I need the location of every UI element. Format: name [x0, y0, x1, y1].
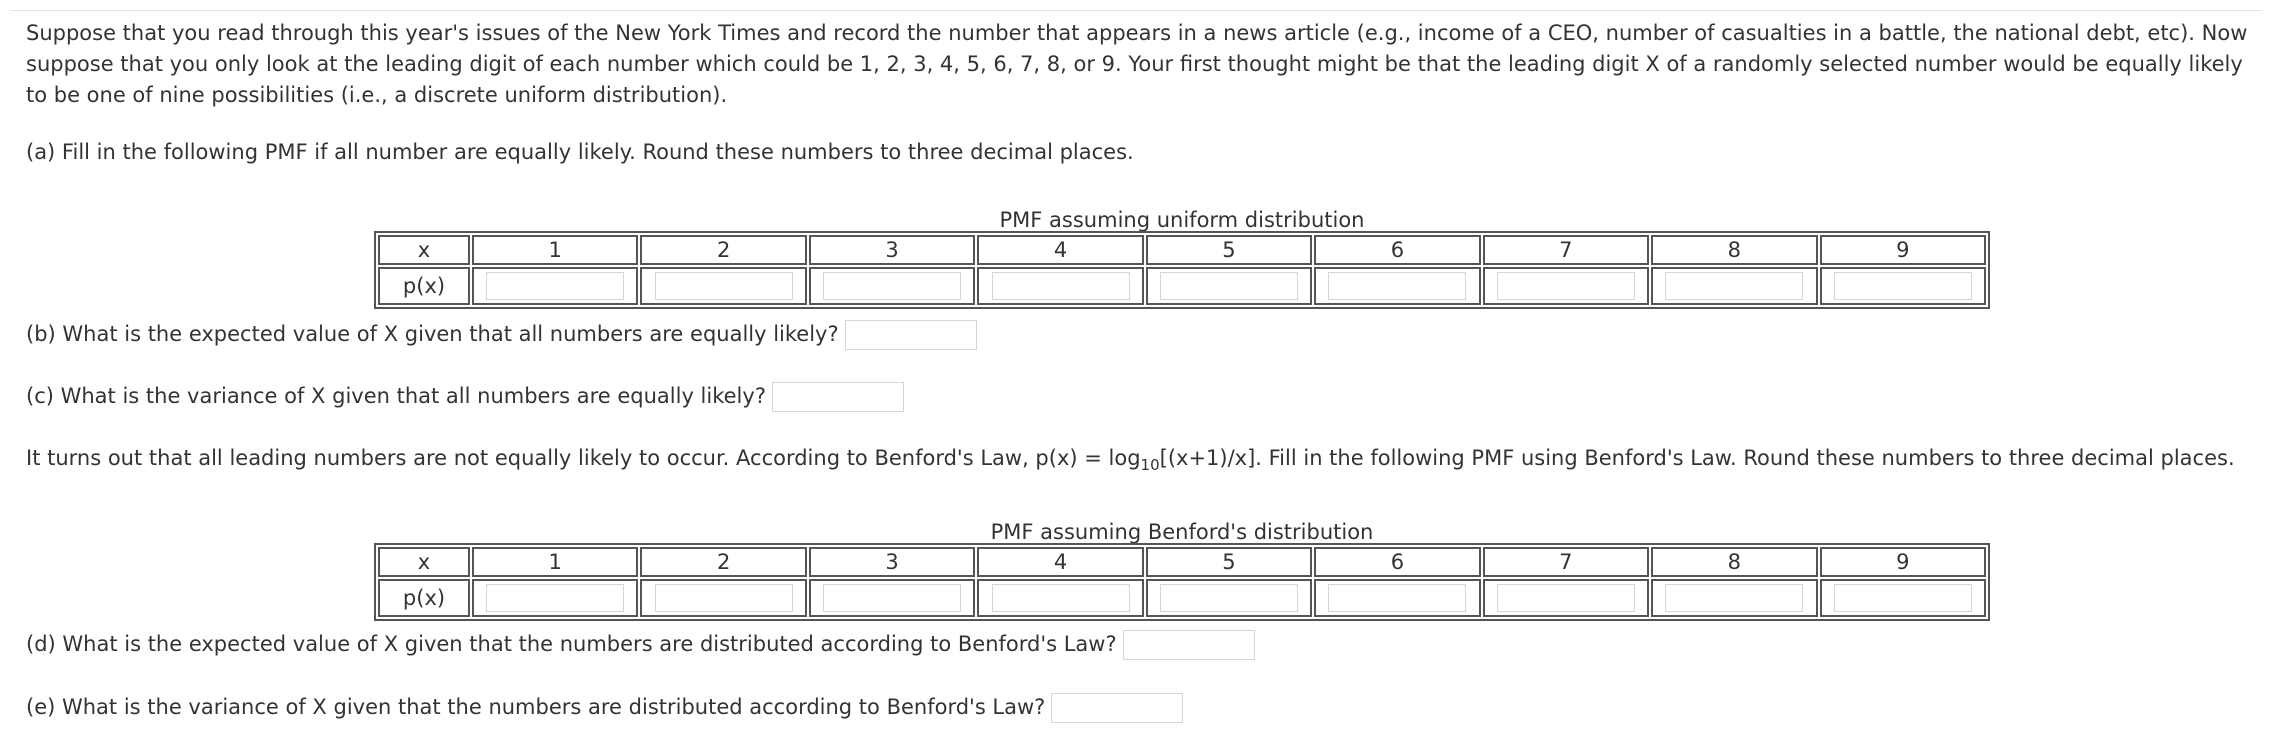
benford-x-7: 7	[1483, 547, 1649, 577]
benford-p-input-4[interactable]	[992, 584, 1130, 612]
benford-x-4: 4	[977, 547, 1143, 577]
benford-x-row	[378, 547, 1986, 577]
uniform-p-input-1[interactable]	[486, 272, 624, 300]
benford-p-cell-4	[977, 579, 1143, 617]
part-b-line	[26, 320, 977, 350]
benford-p-row	[378, 579, 1986, 617]
benford-p-input-6[interactable]	[1328, 584, 1466, 612]
benford-x-1: 1	[472, 547, 638, 577]
benford-text-after: [(x+1)/x]. Fill in the following PMF using Benford's Law. Round these numbers to three decimal places.	[1159, 446, 2235, 470]
benford-x-label: x	[378, 547, 470, 577]
uniform-p-input-7[interactable]	[1497, 272, 1635, 300]
problem-body	[26, 18, 2256, 111]
benford-p-input-3[interactable]	[823, 584, 961, 612]
benford-p-input-1[interactable]	[486, 584, 624, 612]
intro-paragraph: Suppose that you read through this year's issues of the New York Times and record the number that appears in a news article (e.g., income of a CEO, number of casualties in a battle, the national debt, etc). Now suppose that you only look at the leading digit of each number which could be 1, 2, 3, 4, 5, 6, 7, 8, or 9. Your first thought might be that the leading digit X of a randomly selected number would be equally likely to be one of nine possibilities (i.e., a discrete uniform distribution).	[26, 21, 2248, 107]
benford-p-input-2[interactable]	[655, 584, 793, 612]
variance-benford-input[interactable]	[1051, 693, 1183, 723]
uniform-p-row	[378, 267, 1986, 305]
uniform-p-input-6[interactable]	[1328, 272, 1466, 300]
benford-log-base: 10	[1140, 456, 1160, 475]
benford-p-input-8[interactable]	[1665, 584, 1803, 612]
benford-x-3: 3	[809, 547, 975, 577]
benford-text-before: It turns out that all leading numbers are not equally likely to occur. According to Benford's Law, p(x) = log	[26, 446, 1141, 470]
benford-p-input-9[interactable]	[1834, 584, 1972, 612]
benford-p-cell-1	[472, 579, 638, 617]
uniform-pmf-table	[374, 231, 1990, 309]
uniform-p-input-8[interactable]	[1665, 272, 1803, 300]
top-divider	[10, 10, 2262, 11]
benford-p-input-7[interactable]	[1497, 584, 1635, 612]
part-a-text: (a) Fill in the following PMF if all number are equally likely. Round these numbers to three decimal places.	[26, 140, 1134, 164]
part-d-question: (d) What is the expected value of X given that the numbers are distributed according to Benford's Law?	[26, 632, 1117, 656]
uniform-p-input-2[interactable]	[655, 272, 793, 300]
part-c-line	[26, 382, 904, 412]
uniform-p-input-5[interactable]	[1160, 272, 1298, 300]
uniform-p-cell-3	[809, 267, 975, 305]
uniform-p-cell-8	[1651, 267, 1817, 305]
part-e-line	[26, 693, 1183, 723]
expected-value-uniform-input[interactable]	[845, 320, 977, 350]
uniform-p-input-4[interactable]	[992, 272, 1130, 300]
uniform-table-caption: PMF assuming uniform distribution	[999, 208, 1365, 232]
variance-uniform-input[interactable]	[772, 382, 904, 412]
uniform-p-cell-7	[1483, 267, 1649, 305]
benford-p-cell-7	[1483, 579, 1649, 617]
benford-table-caption: PMF assuming Benford's distribution	[990, 520, 1374, 544]
uniform-x-3: 3	[809, 235, 975, 265]
benford-x-6: 6	[1314, 547, 1480, 577]
benford-p-label: p(x)	[378, 579, 470, 617]
uniform-p-cell-2	[640, 267, 806, 305]
benford-p-cell-3	[809, 579, 975, 617]
benford-x-2: 2	[640, 547, 806, 577]
uniform-x-row	[378, 235, 1986, 265]
uniform-p-cell-6	[1314, 267, 1480, 305]
uniform-x-4: 4	[977, 235, 1143, 265]
part-d-line	[26, 630, 1255, 660]
uniform-p-cell-5	[1146, 267, 1312, 305]
part-b-question: (b) What is the expected value of X given that all numbers are equally likely?	[26, 322, 839, 346]
benford-x-5: 5	[1146, 547, 1312, 577]
uniform-x-2: 2	[640, 235, 806, 265]
benford-pmf-table	[374, 543, 1990, 621]
uniform-x-9: 9	[1820, 235, 1987, 265]
uniform-x-5: 5	[1146, 235, 1312, 265]
uniform-p-label: p(x)	[378, 267, 470, 305]
benford-p-cell-5	[1146, 579, 1312, 617]
benford-x-9: 9	[1820, 547, 1987, 577]
uniform-p-cell-9	[1820, 267, 1987, 305]
uniform-x-6: 6	[1314, 235, 1480, 265]
benford-p-cell-8	[1651, 579, 1817, 617]
uniform-x-7: 7	[1483, 235, 1649, 265]
uniform-p-cell-1	[472, 267, 638, 305]
uniform-p-input-9[interactable]	[1834, 272, 1972, 300]
uniform-x-8: 8	[1651, 235, 1817, 265]
benford-x-8: 8	[1651, 547, 1817, 577]
expected-value-benford-input[interactable]	[1123, 630, 1255, 660]
benford-p-cell-6	[1314, 579, 1480, 617]
part-c-question: (c) What is the variance of X given that all numbers are equally likely?	[26, 384, 766, 408]
uniform-p-input-3[interactable]	[823, 272, 961, 300]
part-e-question: (e) What is the variance of X given that the numbers are distributed according to Benford's Law?	[26, 695, 1046, 719]
uniform-x-label: x	[378, 235, 470, 265]
uniform-x-1: 1	[472, 235, 638, 265]
benford-p-cell-2	[640, 579, 806, 617]
benford-p-input-5[interactable]	[1160, 584, 1298, 612]
benford-p-cell-9	[1820, 579, 1987, 617]
benford-text	[26, 444, 2235, 475]
uniform-p-cell-4	[977, 267, 1143, 305]
